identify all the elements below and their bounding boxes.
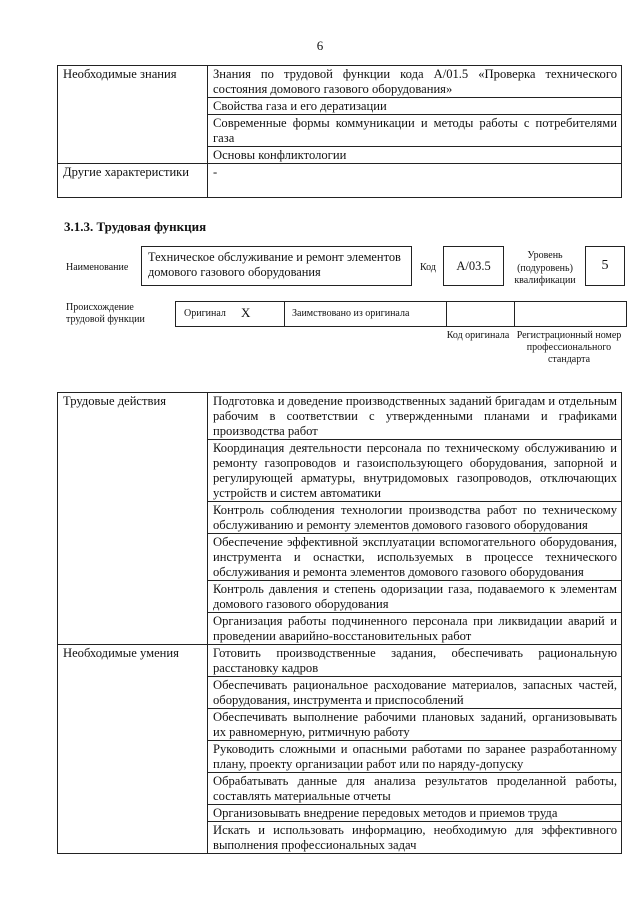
table-cell: Подготовка и доведение производственных заданий бригадам и отдельным рабочим в соответствии с утвержденными планами и графиками производства работ <box>208 393 622 440</box>
borrowed-label: Заимствовано из оригинала <box>292 308 410 319</box>
origin-row <box>175 301 627 327</box>
table-cell: Организовывать внедрение передовых методов и приемов труда <box>208 805 622 822</box>
page-number: 6 <box>316 38 324 53</box>
table-cell: Обрабатывать данные для анализа результатов проделанной работы, составлять материальные отчеты <box>208 773 622 805</box>
table-cell: Свойства газа и его дератизации <box>208 98 622 115</box>
table-cell: - <box>208 164 622 198</box>
code-value: А/03.5 <box>443 246 504 286</box>
row-label: Необходимые умения <box>58 645 208 854</box>
cell-divider <box>514 302 515 326</box>
code-label: Код <box>420 262 436 273</box>
table-cell: Руководить сложными и опасными работами по заранее разработанному плану, проекту организации работ или по наряду-допуску <box>208 741 622 773</box>
table-cell: Основы конфликтологии <box>208 147 622 164</box>
table-cell: Обеспечивать выполнение рабочими плановых заданий, организовывать их равномерную, ритмичную работу <box>208 709 622 741</box>
table-cell: Современные формы коммуникации и методы работы с потребителями газа <box>208 115 622 147</box>
cell-divider <box>446 302 447 326</box>
name-label: Наименование <box>66 262 129 273</box>
table-cell: Контроль давления и степень одоризации газа, подаваемого к элементам домового газового оборудования <box>208 581 622 613</box>
level-label: Уровень (подуровень) квалификации <box>514 250 576 286</box>
name-value: Техническое обслуживание и ремонт элементов домового газового оборудования <box>141 246 412 286</box>
row-label: Другие характеристики <box>58 164 208 198</box>
table-cell: Готовить производственные задания, обеспечивать рациональную расстановку кадров <box>208 645 622 677</box>
table-cell: Координация деятельности персонала по техническому обслуживанию и ремонту газопроводов и газоиспользующего оборудования, запорной и регулирующей арматуры, внутридомовых газопроводов, отключающих устройств и систем автоматики <box>208 440 622 502</box>
row-label: Необходимые знания <box>58 66 208 164</box>
table-cell: Обеспечение эффективной эксплуатации вспомогательного оборудования, инструмента и оснастки, используемых в процессе технического обслуживания и ремонта элементов домового газового оборудования <box>208 534 622 581</box>
original-mark: X <box>241 305 251 320</box>
knowledge-table <box>57 65 622 198</box>
functions-table <box>57 392 622 854</box>
table-cell: Обеспечивать рациональное расходование материалов, запасных частей, оборудования, инструмента и приспособлений <box>208 677 622 709</box>
table-cell: Организация работы подчиненного персонала при ликвидации аварий и проведении аварийно-восстановительных работ <box>208 613 622 645</box>
table-cell: Контроль соблюдения технологии производства работ по техническому обслуживанию и ремонту элементов домового газового оборудования <box>208 502 622 534</box>
original-label: Оригинал <box>184 308 226 319</box>
cell-divider <box>284 302 285 326</box>
reg-number-label: Регистрационный номер профессионального стандарта <box>516 330 622 365</box>
section-title: 3.1.3. Трудовая функция <box>64 219 207 234</box>
code-original-label: Код оригинала <box>446 330 510 341</box>
table-cell: Искать и использовать информацию, необходимую для эффективного выполнения профессиональных задач <box>208 822 622 854</box>
level-value: 5 <box>585 246 625 286</box>
table-cell: Знания по трудовой функции кода А/01.5 «Проверка технического состояния домового газового оборудования» <box>208 66 622 98</box>
row-label: Трудовые действия <box>58 393 208 645</box>
origin-label: Происхождение трудовой функции <box>66 302 145 325</box>
